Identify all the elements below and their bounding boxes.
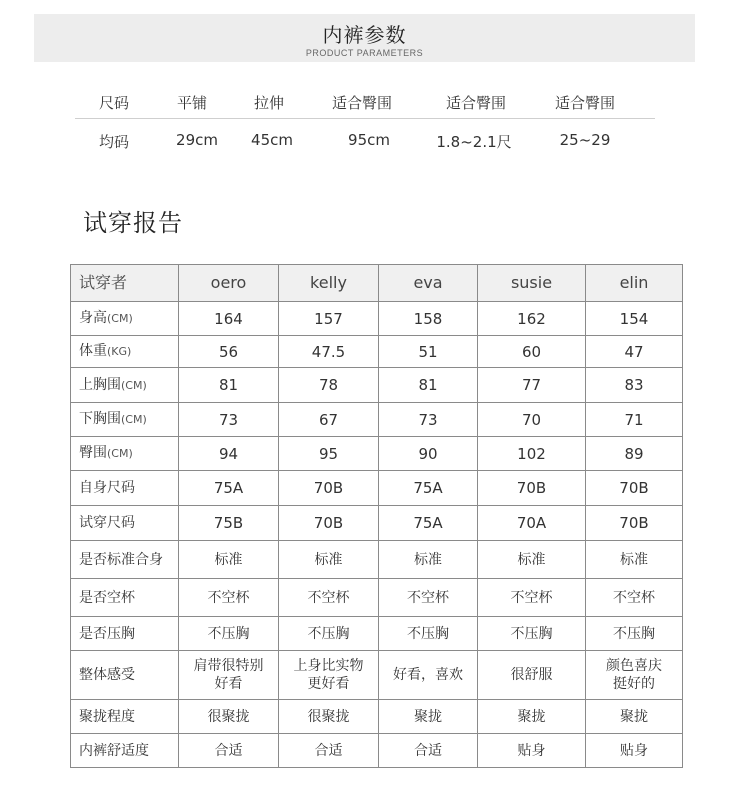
report-cell: 75A (379, 506, 478, 541)
report-row-label (71, 403, 179, 437)
report-cell: 81 (379, 368, 478, 403)
param-value-hip-inch: 25~29 (559, 131, 611, 149)
report-cell: 77 (478, 368, 586, 403)
report-row-label (71, 700, 179, 734)
row-label-text: 是否标准合身 (79, 551, 163, 568)
param-value-flat: 29cm (176, 131, 218, 149)
report-cell-line: 挺好的 (613, 676, 655, 692)
report-row-label (71, 506, 179, 541)
row-label-unit: (CM) (107, 447, 133, 460)
report-cell: 158 (379, 302, 478, 336)
report-row-label (71, 368, 179, 403)
params-header-row (75, 86, 655, 118)
row-label-text: 上胸围 (79, 376, 121, 393)
report-row-label (71, 437, 179, 471)
report-cell: 70A (478, 506, 586, 541)
report-cell: 聚拢 (478, 700, 586, 734)
report-cell: 95 (279, 437, 379, 471)
report-cell-line: 肩带很特别 (193, 658, 264, 674)
report-cell: 不空杯 (179, 579, 279, 617)
report-cell: 102 (478, 437, 586, 471)
product-parameters-table (75, 86, 655, 157)
report-cell: 不压胸 (586, 617, 683, 651)
param-header-flat: 平铺 (176, 94, 208, 112)
param-header-hip-chi: 适合臀围 (445, 94, 507, 112)
param-header-hip-inch: 适合臀围 (554, 94, 616, 112)
row-label-text: 是否空杯 (79, 589, 135, 606)
report-cell-line: 颜色喜庆 (606, 658, 662, 674)
report-cell: 很聚拢 (179, 700, 279, 734)
report-cell: 很聚拢 (279, 700, 379, 734)
tester-name: oero (179, 265, 279, 302)
report-cell: 不空杯 (586, 579, 683, 617)
report-cell-line: 好看 (214, 676, 243, 692)
report-header-row (71, 265, 683, 302)
tester-name: eva (379, 265, 478, 302)
report-cell (379, 651, 478, 700)
report-cell: 不压胸 (279, 617, 379, 651)
report-cell: 70 (478, 403, 586, 437)
report-title: 试穿报告 (83, 209, 183, 237)
report-cell: 164 (179, 302, 279, 336)
report-cell: 不压胸 (179, 617, 279, 651)
report-cell: 154 (586, 302, 683, 336)
report-row-label (71, 734, 179, 768)
report-header-label: 试穿者 (71, 265, 179, 302)
report-cell: 56 (179, 336, 279, 368)
report-row (71, 506, 683, 541)
row-label-text: 整体感受 (79, 667, 135, 683)
report-row (71, 403, 683, 437)
section-header-banner (34, 14, 695, 62)
section-subtitle: PRODUCT PARAMETERS (305, 48, 424, 58)
report-cell: 47 (586, 336, 683, 368)
report-cell: 不压胸 (478, 617, 586, 651)
report-row-label (71, 651, 179, 700)
param-header-stretch: 拉伸 (253, 94, 285, 112)
report-row (71, 471, 683, 506)
report-cell: 70B (586, 471, 683, 506)
row-label-text: 是否压胸 (79, 625, 135, 642)
report-cell: 51 (379, 336, 478, 368)
report-cell: 合适 (179, 734, 279, 768)
report-cell (586, 651, 683, 700)
report-row-label (71, 302, 179, 336)
report-cell-line: 更好看 (307, 676, 350, 692)
report-cell: 73 (379, 403, 478, 437)
try-on-report-table (70, 264, 683, 768)
tester-name: kelly (279, 265, 379, 302)
report-cell: 71 (586, 403, 683, 437)
report-cell: 78 (279, 368, 379, 403)
section-title: 内裤参数 (322, 23, 407, 47)
report-row-label (71, 471, 179, 506)
report-row-label (71, 336, 179, 368)
tester-name: susie (478, 265, 586, 302)
report-cell: 90 (379, 437, 478, 471)
report-cell: 不空杯 (279, 579, 379, 617)
report-cell: 75A (379, 471, 478, 506)
report-cell: 70B (279, 506, 379, 541)
param-header-hip-cm: 适合臀围 (331, 94, 393, 112)
report-row (71, 617, 683, 651)
report-cell: 157 (279, 302, 379, 336)
row-label-text: 体重 (79, 343, 107, 359)
row-label-text: 聚拢程度 (79, 708, 135, 725)
report-cell: 73 (179, 403, 279, 437)
params-values-row (75, 118, 655, 157)
report-cell: 聚拢 (586, 700, 683, 734)
report-row (71, 651, 683, 700)
report-cell: 81 (179, 368, 279, 403)
report-cell-line: 好看，喜欢 (393, 667, 463, 683)
report-cell: 不空杯 (478, 579, 586, 617)
param-value-hip-chi: 1.8~2.1尺 (436, 133, 512, 151)
row-label-text: 内裤舒适度 (79, 742, 149, 759)
report-cell: 合适 (379, 734, 478, 768)
report-row (71, 302, 683, 336)
report-cell: 标准 (478, 541, 586, 579)
row-label-text: 身高 (79, 310, 107, 326)
report-row (71, 368, 683, 403)
row-label-unit: (KG) (107, 345, 132, 358)
report-cell: 标准 (279, 541, 379, 579)
report-row-label (71, 617, 179, 651)
report-cell: 不空杯 (379, 579, 478, 617)
row-label-unit: (CM) (121, 413, 147, 426)
row-label-text: 试穿尺码 (79, 515, 135, 531)
report-row (71, 700, 683, 734)
report-cell: 标准 (586, 541, 683, 579)
report-row-label (71, 541, 179, 579)
report-row (71, 579, 683, 617)
report-row (71, 336, 683, 368)
report-row-label (71, 579, 179, 617)
report-cell (279, 651, 379, 700)
report-cell: 合适 (279, 734, 379, 768)
row-label-unit: (CM) (107, 312, 133, 325)
report-cell: 70B (279, 471, 379, 506)
report-cell: 47.5 (279, 336, 379, 368)
report-cell: 60 (478, 336, 586, 368)
report-cell: 标准 (379, 541, 478, 579)
report-cell: 83 (586, 368, 683, 403)
row-label-text: 下胸围 (79, 411, 121, 427)
report-cell (478, 651, 586, 700)
report-cell-line: 很舒服 (510, 667, 553, 683)
report-cell: 标准 (179, 541, 279, 579)
report-cell (179, 651, 279, 700)
param-value-hip-cm: 95cm (348, 131, 390, 149)
report-cell: 89 (586, 437, 683, 471)
report-cell: 不压胸 (379, 617, 478, 651)
report-cell: 162 (478, 302, 586, 336)
report-cell: 聚拢 (379, 700, 478, 734)
param-header-size: 尺码 (98, 94, 130, 112)
report-cell: 67 (279, 403, 379, 437)
report-cell: 94 (179, 437, 279, 471)
row-label-text: 臀围 (79, 445, 107, 461)
report-cell: 贴身 (586, 734, 683, 768)
report-cell-line: 上身比实物 (293, 658, 364, 674)
report-row (71, 541, 683, 579)
tester-name: elin (586, 265, 683, 302)
report-cell: 75B (179, 506, 279, 541)
param-value-stretch: 45cm (251, 131, 293, 149)
report-cell: 70B (586, 506, 683, 541)
report-cell: 70B (478, 471, 586, 506)
report-cell: 75A (179, 471, 279, 506)
report-cell: 贴身 (478, 734, 586, 768)
param-value-size: 均码 (98, 133, 130, 151)
report-row (71, 734, 683, 768)
row-label-text: 自身尺码 (79, 480, 135, 496)
report-row (71, 437, 683, 471)
row-label-unit: (CM) (121, 378, 147, 392)
